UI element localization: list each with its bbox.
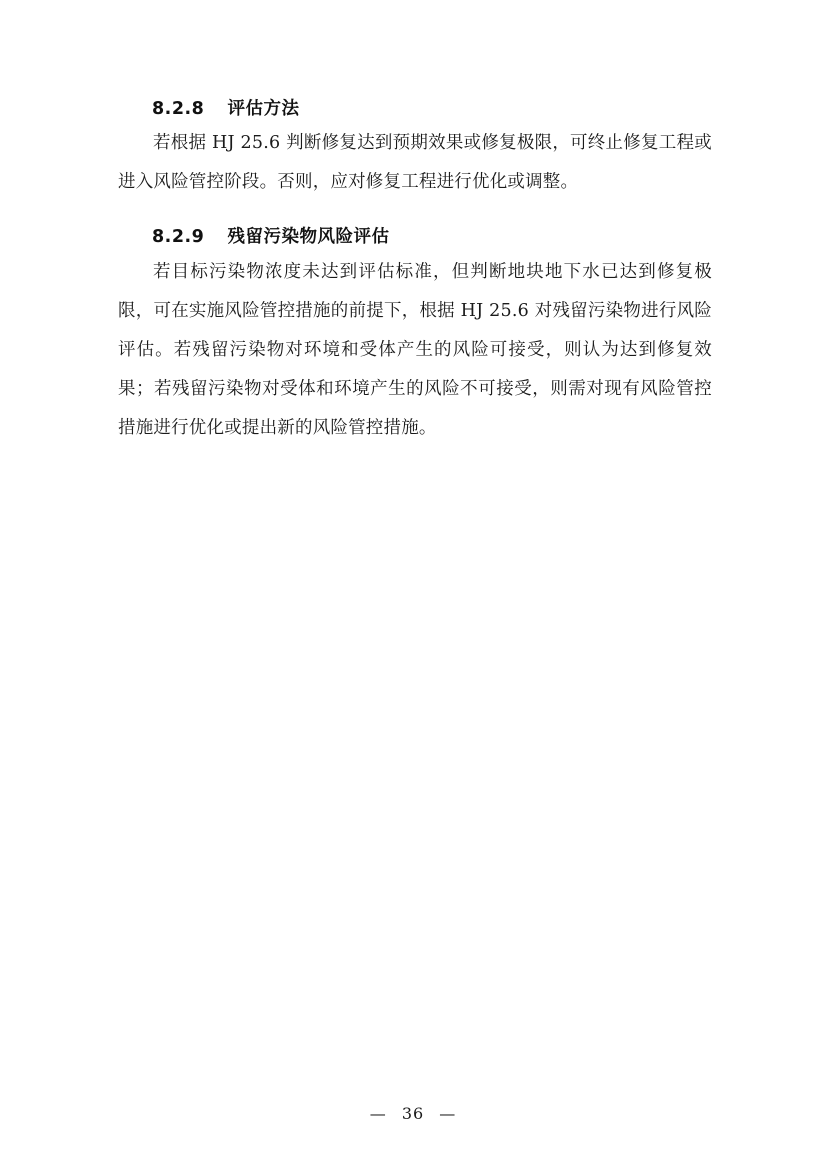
- footer-left-dash: —: [369, 1104, 387, 1123]
- section-heading-8-2-8: [118, 96, 712, 122]
- section-body-8-2-9: 若目标污染物浓度未达到评估标准，但判断地块地下水已达到修复极限，可在实施风险管控措施的前提下，根据 HJ 25.6 对残留污染物进行风险评估。若残留污染物对环境和受体产生的风险可接受，则认为达到修复效果；若残留污染物对受体和环境产生的风险不可接受，则需对现有风险管控措施进行优化或提出新的风险管控措施。: [118, 261, 712, 438]
- page-number: 36: [401, 1104, 425, 1123]
- section-heading-8-2-9: [118, 224, 712, 250]
- footer-right-dash: —: [439, 1104, 457, 1123]
- section-number: 8.2.8: [152, 99, 205, 119]
- section-number: 8.2.9: [152, 227, 205, 248]
- section-title: 残留污染物风险评估: [227, 227, 390, 248]
- section-title: 评估方法: [227, 99, 300, 119]
- page-footer: [0, 1104, 826, 1123]
- section-body-8-2-8: 若根据 HJ 25.6 判断修复达到预期效果或修复极限，可终止修复工程或进入风险管控阶段。否则，应对修复工程进行优化或调整。: [118, 133, 712, 193]
- page-content: [118, 96, 712, 448]
